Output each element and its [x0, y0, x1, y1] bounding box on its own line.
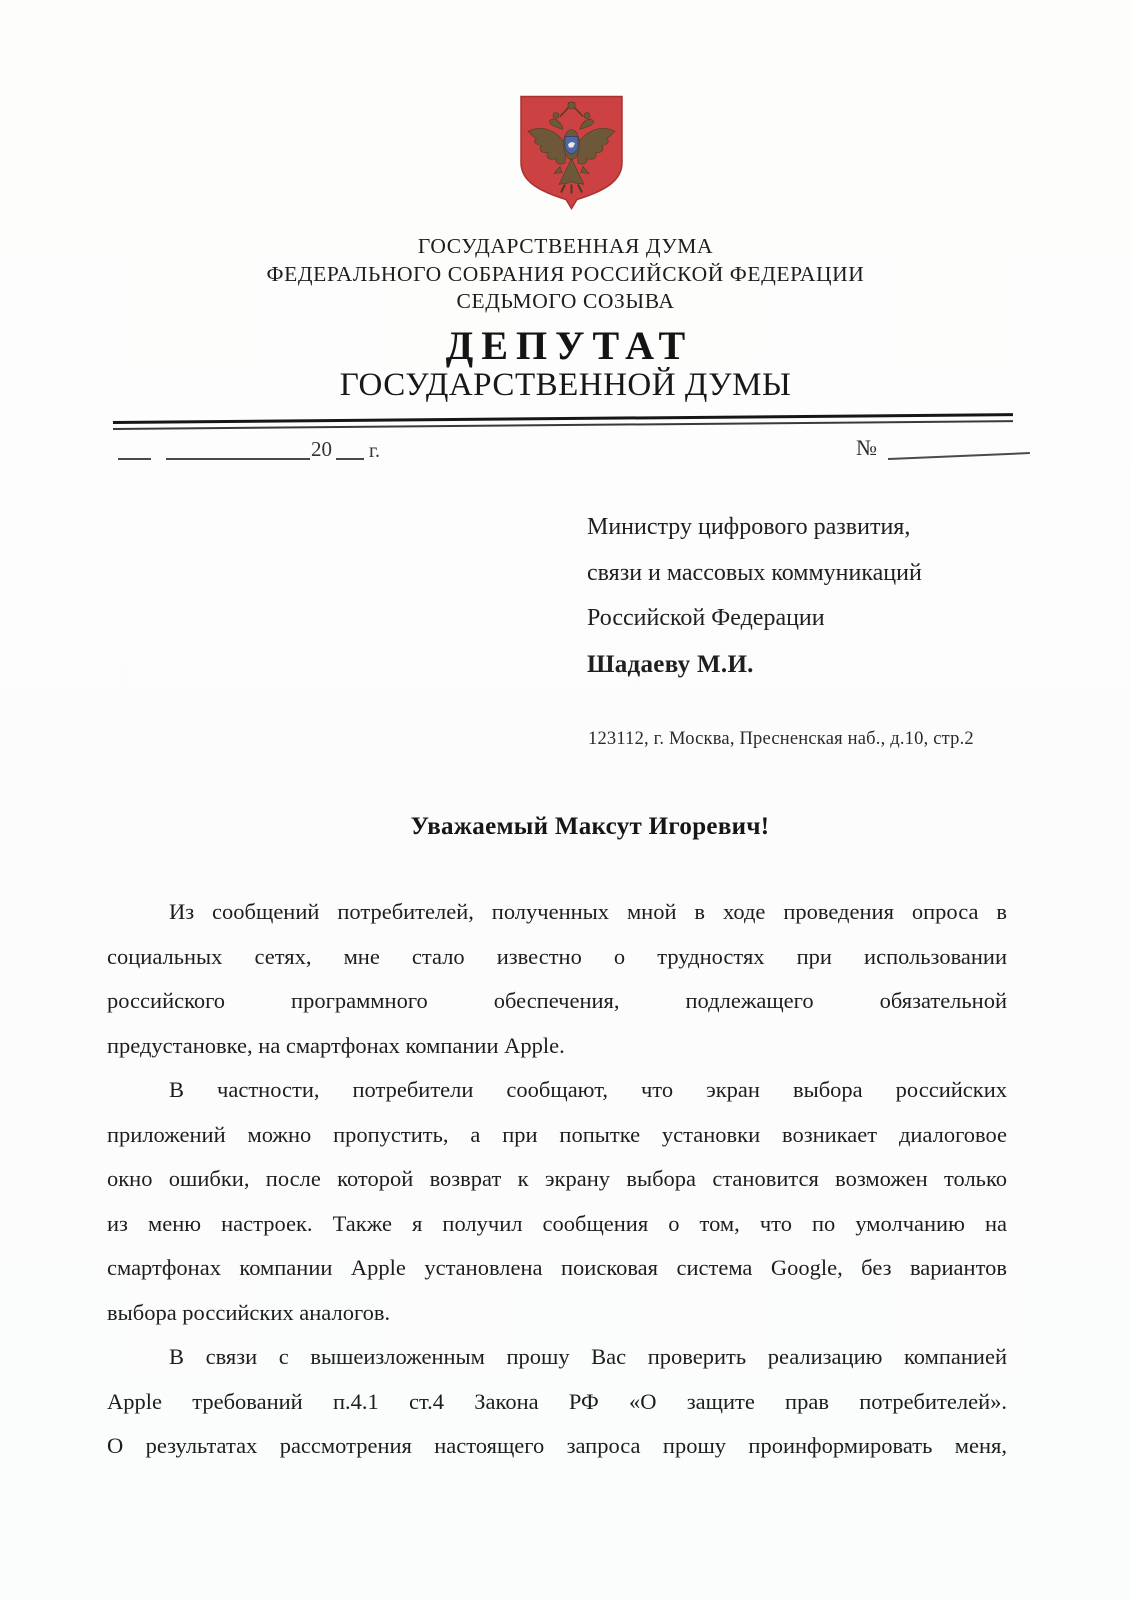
body-text-line: предустановке, на смартфонах компании Apple.: [107, 1032, 565, 1058]
body-text-line: Из сообщений потребителей, полученных мной в ходе проведения опроса в: [169, 899, 1007, 924]
number-sign: №: [856, 435, 877, 460]
addressee-line: Министру цифрового развития,: [587, 514, 911, 540]
salutation: Уважаемый Максут Игоревич!: [410, 813, 770, 840]
body-text-line: приложений можно пропустить, а при попытке установки возникает диалоговое: [107, 1121, 1007, 1147]
letterhead-divider: [113, 413, 1013, 430]
addressee-name: Шадаеву М.И.: [587, 651, 754, 679]
letterhead-title: ДЕПУТАТ: [445, 322, 694, 368]
body-text-line: из меню настроек. Также я получил сообщения о том, что по умолчанию на: [107, 1210, 1007, 1236]
date-blank-line: [118, 458, 151, 460]
russia-coat-of-arms-icon: [513, 92, 630, 216]
org-name-line3: СЕДЬМОГО СОЗЫВА: [456, 289, 675, 313]
body-text-line: Apple требований п.4.1 ст.4 Закона РФ «О защите прав потребителей».: [107, 1388, 1007, 1414]
addressee-line: Российской Федерации: [587, 605, 825, 632]
body-text-line: российского программного обеспечения, подлежащего обязательной: [107, 988, 1007, 1013]
body-text-line: окно ошибки, после которой возврат к экрану выбора становится возможен только: [107, 1166, 1007, 1191]
body-text-line: В связи с вышеизложенным прошу Вас проверить реализацию компанией: [169, 1344, 1007, 1369]
org-name-line1: ГОСУДАРСТВЕННАЯ ДУМА: [417, 234, 714, 258]
letterhead: [0, 233, 1131, 404]
addressee-postal-address: 123112, г. Москва, Пресненская наб., д.10, стр.2: [588, 729, 974, 749]
date-year-prefix: 20: [311, 437, 332, 461]
body-text-line: выбора российских аналогов.: [107, 1299, 391, 1325]
number-blank-line: [888, 452, 1030, 460]
body-text-line: О результатах рассмотрения настоящего запроса прошу проинформировать меня,: [107, 1433, 1007, 1458]
date-blank-line: [166, 458, 310, 460]
body-text-line: социальных сетях, мне стало известно о трудностях при использовании: [107, 943, 1007, 969]
addressee-line: связи и массовых коммуникаций: [587, 559, 922, 586]
body-text-line: В частности, потребители сообщают, что экран выбора российских: [169, 1077, 1007, 1102]
addressee-block: [587, 505, 922, 688]
letterhead-subtitle: ГОСУДАРСТВЕННОЙ ДУМЫ: [339, 366, 792, 403]
letter-body: [107, 890, 1007, 1469]
date-year-suffix: г.: [369, 440, 380, 462]
org-name-line2: ФЕДЕРАЛЬНОГО СОБРАНИЯ РОССИЙСКОЙ ФЕДЕРАЦИИ: [266, 261, 865, 286]
date-blank-line: [336, 458, 364, 460]
body-text-line: смартфонах компании Apple установлена поисковая система Google, без вариантов: [107, 1255, 1007, 1280]
